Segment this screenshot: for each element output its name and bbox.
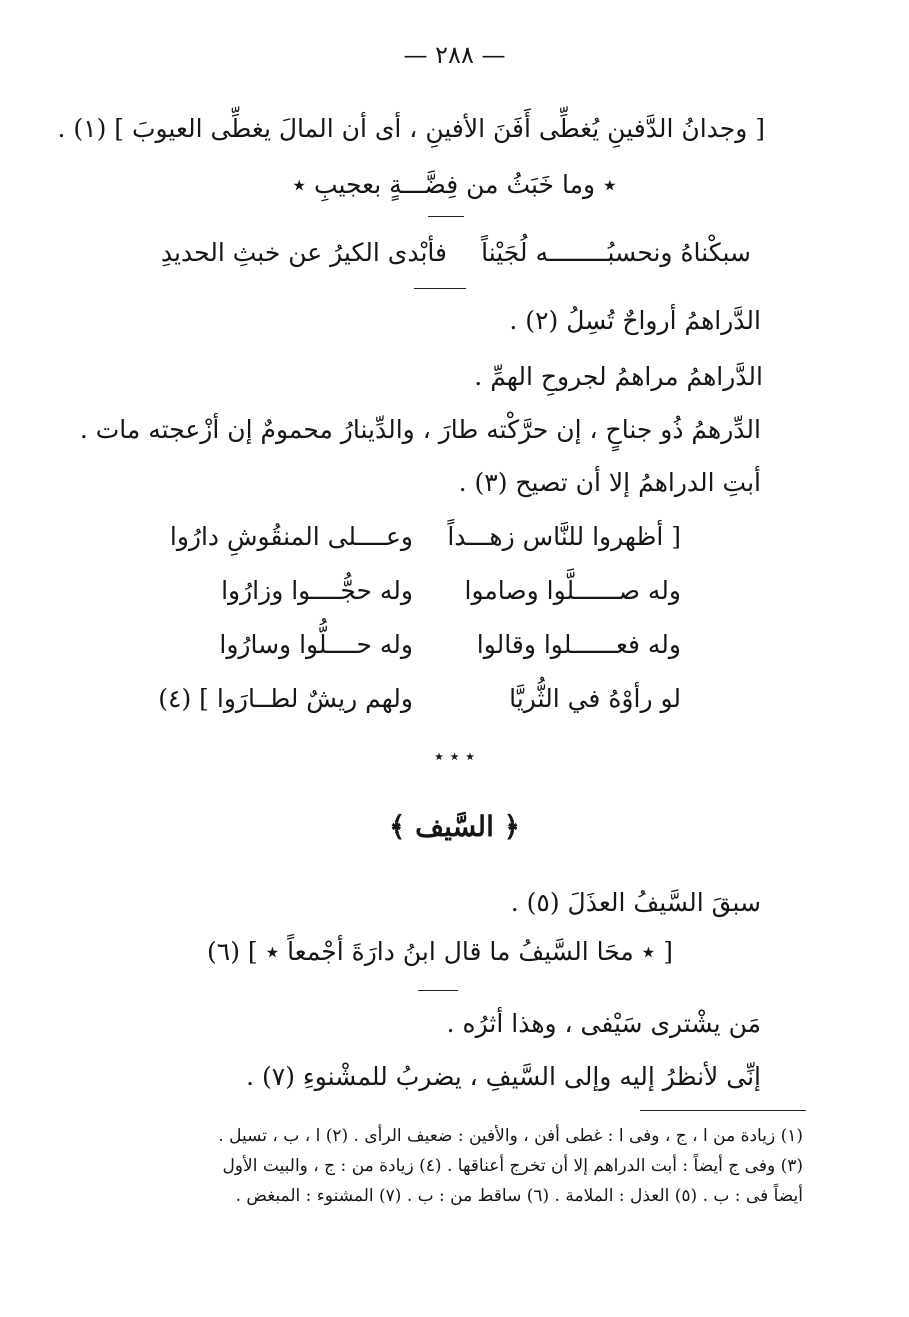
footnote-line: (٣) وفى ج أيضاً : أبت الدراهم إلا أن تخرج أعناقها . (٤) زيادة من : ج ، والبيت الأول — [222, 1156, 803, 1176]
section-heading: ﴿ السَّيف ﴾ — [388, 810, 521, 843]
proverb-line: [ وجدانُ الدَّفينِ يُغطِّى أَفَنَ الأفينِ ، أى أن المالَ يغطِّى العيوبَ ] (١) . — [57, 114, 765, 143]
poem-right-hemistich: وله صــــــلَّوا وصاموا — [464, 576, 681, 605]
short-rule — [418, 990, 458, 991]
poem-left-hemistich: وعــــلى المنقُوشِ دارُوا — [169, 522, 413, 551]
proverb-line: إنِّى لأنظرُ إليه وإلى السَّيفِ ، يضربُ للمشْنوءِ (٧) . — [246, 1062, 761, 1091]
poem-right-hemistich: لو رأوْهُ في الثُّريَّا — [509, 684, 681, 713]
poem-right-hemistich: [ أظهروا للنَّاس زهـــداً — [447, 522, 681, 551]
proverb-line: أبتِ الدراهمُ إلا أن تصيح (٣) . — [458, 468, 761, 497]
footnote-rule — [640, 1110, 806, 1111]
page-number: — ٢٨٨ — — [403, 41, 506, 69]
verse-line: ٭ وما خَبَثُ من فِضَّـــةٍ بعجيبِ ٭ — [292, 170, 617, 199]
proverb-line: مَن يشْترى سَيْفى ، وهذا أثرُه . — [446, 1009, 761, 1038]
proverb-line: الدَّراهمُ مراهمُ لجروحِ الهمِّ . — [474, 362, 763, 391]
verse-left-hemistich: فأبْدى الكيرُ عن خبثِ الحديدِ — [160, 238, 447, 267]
verse-right-hemistich: سبكْناهُ ونحسبُــــــــه لُجَيْناً — [481, 238, 751, 267]
short-rule — [414, 288, 466, 289]
poem-right-hemistich: وله فعــــــلوا وقالوا — [476, 630, 681, 659]
proverb-line: سبقَ السَّيفُ العذَلَ (٥) . — [510, 888, 761, 917]
section-separator-stars: ٭ ٭ ٭ — [434, 746, 475, 767]
poem-left-hemistich: وله حجُّــــوا وزارُوا — [221, 576, 413, 605]
poem-left-hemistich: وله حــــلُّوا وسارُوا — [219, 630, 413, 659]
verse-line: [ ٭ محَا السَّيفُ ما قال ابنُ دارَةَ أجْمعاً ٭ ] (٦) — [206, 937, 673, 966]
footnote-line: (١) زيادة من ا ، ج ، وفى ا : غطى أفن ، والأفين : ضعيف الرأى . (٢) ا ، ب ، تسيل . — [218, 1126, 803, 1146]
footnote-line: أيضاً فى : ب . (٥) العذل : الملامة . (٦) ساقط من : ب . (٧) المشنوء : المبغض . — [235, 1186, 803, 1206]
proverb-line: الدِّرهمُ ذُو جناحٍ ، إن حرَّكْته طارَ ، والدِّينارُ محمومٌ إن أزْعجته مات . — [79, 415, 761, 444]
proverb-line: الدَّراهمُ أرواحٌ تُسِلُ (٢) . — [509, 306, 761, 335]
poem-left-hemistich: ولهم ريشٌ لطــارَوا ] (٤) — [158, 684, 413, 713]
short-rule — [428, 216, 464, 217]
